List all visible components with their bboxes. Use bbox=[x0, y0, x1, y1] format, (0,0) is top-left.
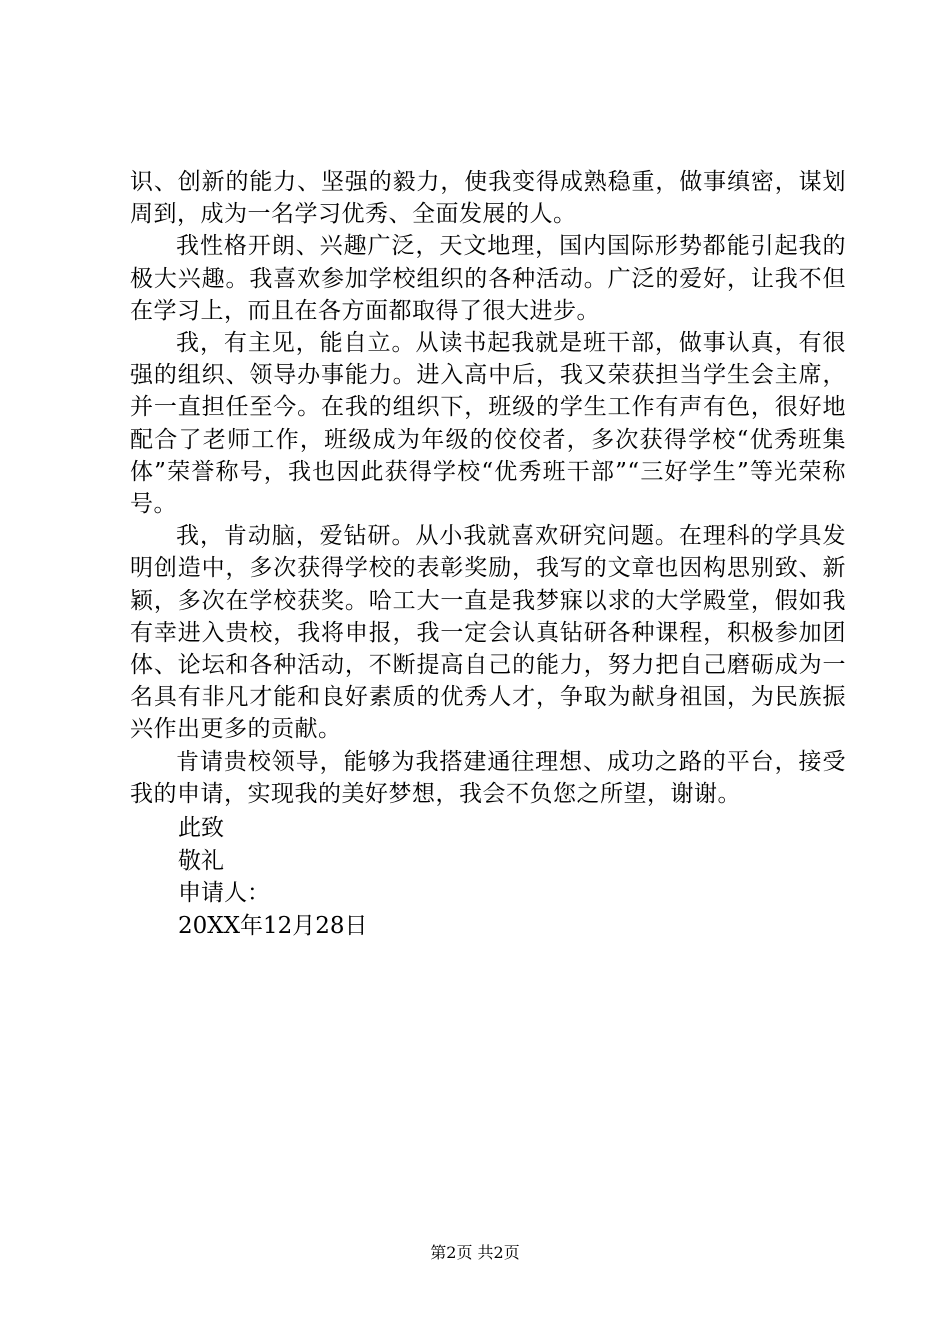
paragraph-request: 肯请贵校领导，能够为我搭建通往理想、成功之路的平台，接受我的申请，实现我的美好梦想，我会不负您之所望，谢谢。 bbox=[130, 748, 846, 807]
paragraph-personality: 我性格开朗、兴趣广泛，天文地理，国内国际形势都能引起我的极大兴趣。我喜欢参加学校组织的各种活动。广泛的爱好，让我不但在学习上，而且在各方面都取得了很大进步。 bbox=[130, 233, 846, 324]
paragraph-continuation: 识、创新的能力、坚强的毅力，使我变得成熟稳重，做事缜密，谋划周到，成为一名学习优秀、全面发展的人。 bbox=[130, 169, 846, 228]
paragraph-leadership: 我，有主见，能自立。从读书起我就是班干部，做事认真，有很强的组织、领导办事能力。进入高中后，我又荣获担当学生会主席，并一直担任至今。在我的组织下，班级的学生工作有声有色，很好地配合了老师工作，班级成为年级的佼佼者，多次获得学校“优秀班集体”荣誉称号，我也因此获得学校“优秀班干部”“三好学生”等光荣称号。 bbox=[130, 330, 846, 518]
closing-date: 20XX年12月28日 bbox=[178, 912, 368, 939]
closing-greeting: 此致 bbox=[178, 815, 224, 841]
paragraph-research: 我，肯动脑，爱钻研。从小我就喜欢研究问题。在理科的学具发明创造中，多次获得学校的表彰奖励，我写的文章也因构思别致、新颖，多次在学校获奖。哈工大一直是我梦寐以求的大学殿堂，假如我有幸进入贵校，我将申报，我一定会认真钻研各种课程，积极参加团体、论坛和各种活动，不断提高自己的能力，努力把自己磨砺成为一名具有非凡才能和良好素质的优秀人才，争取为献身祖国，为民族振兴作出更多的贡献。 bbox=[130, 523, 846, 743]
letter-closing bbox=[178, 812, 368, 942]
page-indicator: 第2页 共2页 bbox=[430, 1243, 520, 1262]
letter-body bbox=[130, 166, 846, 810]
page-footer bbox=[0, 1243, 950, 1263]
closing-applicant: 申请人： bbox=[178, 880, 270, 906]
closing-salute: 敬礼 bbox=[178, 847, 224, 874]
